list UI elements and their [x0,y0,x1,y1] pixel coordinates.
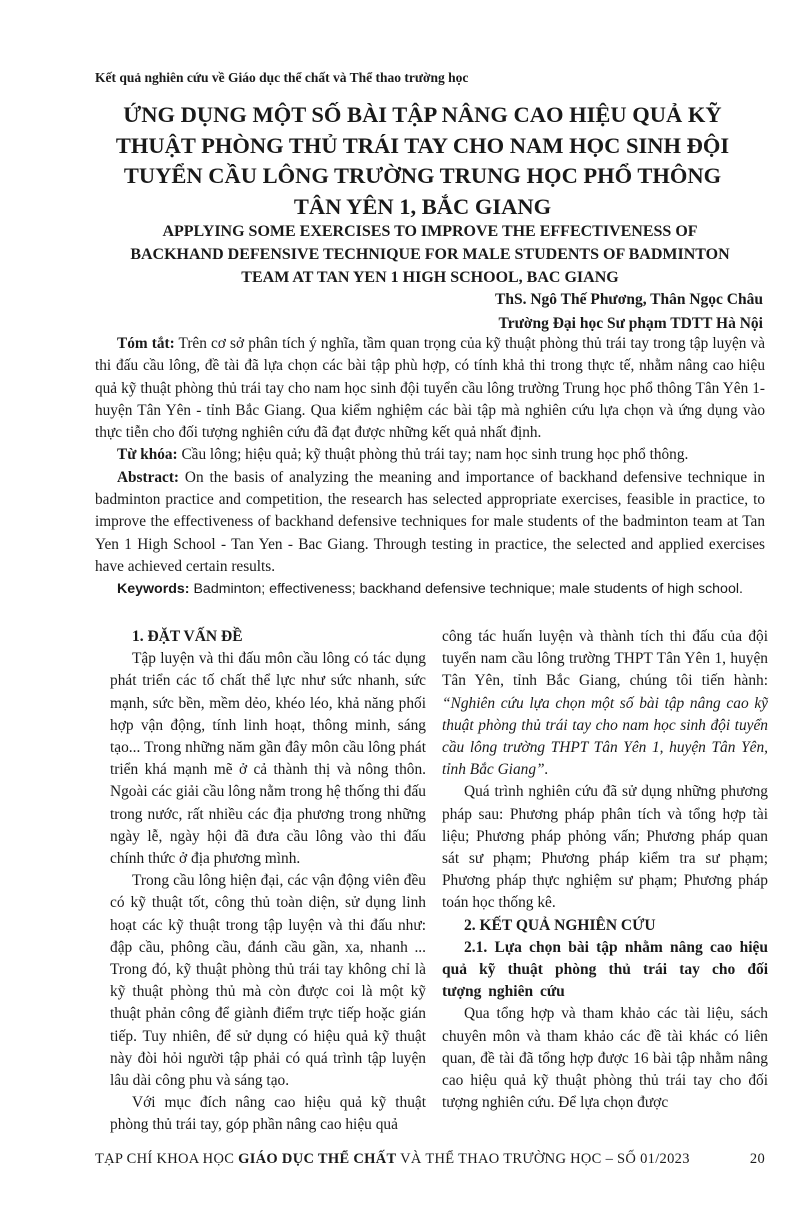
journal-name-part: TẠP CHÍ KHOA HỌC [95,1151,239,1167]
text: Trên cơ sở phân tích ý nghĩa, tầm quan trọng của kỹ thuật phòng thủ trái tay trong tập luyện và thi đấu cầu lông, đề tài đã lựa chọn các bài tập phù hợp, có tính khả thi trong thực tế, nhằm nâng cao hiệu quả kỹ thuật phòng thủ trái tay cho nam học sinh đội tuyển cầu lông trường Trung học phổ thông Tân Yên 1- huyện Tân Yên - tỉnh Bắc Giang. Qua kiểm nghiệm các bài tập mà nghiên cứu lựa chọn và ứng dụng vào thực tiễn cho đối tượng nghiên cứu đã đạt được những kết quả nhất định. [95,335,765,442]
paragraph: Với mục đích nâng cao hiệu quả kỹ thuật phòng thủ trái tay, góp phần nâng cao hiệu quả [110,1094,426,1134]
keywords-vi [95,444,765,466]
section-heading: 1. ĐẶT VẤN ĐỀ [132,628,243,645]
label: Từ khóa: [117,446,178,464]
abstract-block [95,333,765,601]
paragraph: Tập luyện và thi đấu môn cầu lông có tác dụng phát triển các tố chất thể lực như sức nhanh, sức mạnh, sức bền, mềm dẻo, khéo léo, khả năng phối hợp vận động, tính linh hoạt, thông minh, sáng tạo... Trong những năm gần đây môn cầu lông phát triển khá mạnh mẽ ở cả thành thị và nông thôn. Ngoài các giải cầu lông nằm trong hệ thống thi đấu trong nước, rất nhiều các địa phương trong những ngày lễ, ngày hội đã đưa cầu lông vào thi đấu chính thức ở địa phương mình. [110,650,426,868]
title-line: TUYỂN CẦU LÔNG TRƯỜNG TRUNG HỌC PHỔ THÔNG [123,163,722,188]
abstract-en [95,467,765,578]
article-title-en [80,220,780,289]
title-line: APPLYING SOME EXERCISES TO IMPROVE THE EFFECTIVENESS OF [162,223,698,240]
title-line: TEAM AT TAN YEN 1 HIGH SCHOOL, BAC GIANG [241,269,619,286]
section-heading: 2. KẾT QUẢ NGHIÊN CỨU [464,916,656,934]
keywords-en [95,578,765,600]
title-line: ỨNG DỤNG MỘT SỐ BÀI TẬP NÂNG CAO HIỆU QUẢ KỸ [123,102,722,127]
abstract-vi [95,333,765,444]
journal-name [95,1151,690,1168]
title-line: TÂN YÊN 1, BẮC GIANG [293,193,552,219]
title-line: BACKHAND DEFENSIVE TECHNIQUE FOR MALE STUDENTS OF BADMINTON [130,246,730,263]
paragraph: Trong cầu lông hiện đại, các vận động viên đều có kỹ thuật tốt, công thủ toàn diện, sử dụng linh hoạt các kỹ thuật trong tập luyện và thi đấu như: đập cầu, phông cầu, đánh cầu gần, xa, nhanh ... Trong đó, kỹ thuật phòng thủ trái tay không chỉ là kỹ thuật phòng thủ mà còn được coi là một kỹ thuật phản công để giành điểm trực tiếp hoặc gián tiếp. Tuy nhiên, để sử dụng có hiệu quả kỹ thuật này đòi hỏi người tập phải có quá trình tập luyện lâu dài công phu và sáng tạo. [110,872,426,1090]
left-column [110,626,426,1137]
text: Badminton; effectiveness; backhand defensive technique; male students of high school. [189,581,743,598]
article-title-vi [90,100,755,222]
journal-name-part: VÀ THỂ THAO TRƯỜNG HỌC – SỐ 01/2023 [396,1151,690,1167]
authors: ThS. Ngô Thế Phương, Thân Ngọc Châu [495,291,763,308]
study-title-quote: “Nghiên cứu lựa chọn một số bài tập nâng cao kỹ thuật phòng thủ trái tay cho nam học sinh đội tuyển cầu lông trường THPT Tân Yên 1, huyện Tân Yên, tỉnh Bắc Giang”. [442,694,768,779]
text: Cầu lông; hiệu quả; kỹ thuật phòng thủ trái tay; nam học sinh trung học phổ thông. [177,446,689,464]
author-block [495,288,763,336]
right-column [442,626,768,1114]
page-footer [95,1151,765,1168]
text: công tác huấn luyện và thành tích thi đấu của đội tuyển nam cầu lông trường THPT Tân Yên 1, huyện Tân Yên, tỉnh Bắc Giang, chúng tôi tiến hành: [442,628,768,690]
subsection-heading: 2.1. Lựa chọn bài tập nhằm nâng cao hiệu quả kỹ thuật phòng thủ trái tay cho đối tượng nghiên cứu [442,938,768,1001]
label: Abstract: [117,468,180,486]
title-line: THUẬT PHÒNG THỦ TRÁI TAY CHO NAM HỌC SINH ĐỘI [115,132,730,158]
paragraph: Qua tổng hợp và tham khảo các tài liệu, sách chuyên môn và tham khảo các đề tài khác có liên quan, đề tài đã tổng hợp được 16 bài tập nhằm nâng cao hiệu quả kỹ thuật phòng thủ trái tay cho đối tượng nghiên cứu. Để lựa chọn được [442,1005,768,1112]
label: Tóm tắt: [117,335,175,352]
page-number: 20 [749,1151,765,1167]
affiliation: Trường Đại học Sư phạm TDTT Hà Nội [498,315,763,332]
label: Keywords: [117,581,190,598]
text: On the basis of analyzing the meaning and importance of backhand defensive technique in badminton practice and competition, the research has selected appropriate exercises, feasible in practice, to improve the effectiveness of backhand defensive techniques for male students of the badminton team at Tan Yen 1 High School - Tan Yen - Bac Giang. Through testing in practice, the selected and applied exercises have achieved certain results. [95,468,765,575]
running-head: Kết quả nghiên cứu về Giáo dục thể chất và Thể thao trường học [95,70,469,85]
paragraph [442,626,768,781]
paragraph: Quá trình nghiên cứu đã sử dụng những phương pháp sau: Phương pháp phân tích và tổng hợp tài liệu; Phương pháp phỏng vấn; Phương pháp quan sát sư phạm; Phương pháp kiểm tra sư phạm; Phương pháp thực nghiệm sư phạm; Phương pháp toán học thống kê. [442,783,768,912]
journal-name-part: GIÁO DỤC THỂ CHẤT [238,1151,397,1167]
